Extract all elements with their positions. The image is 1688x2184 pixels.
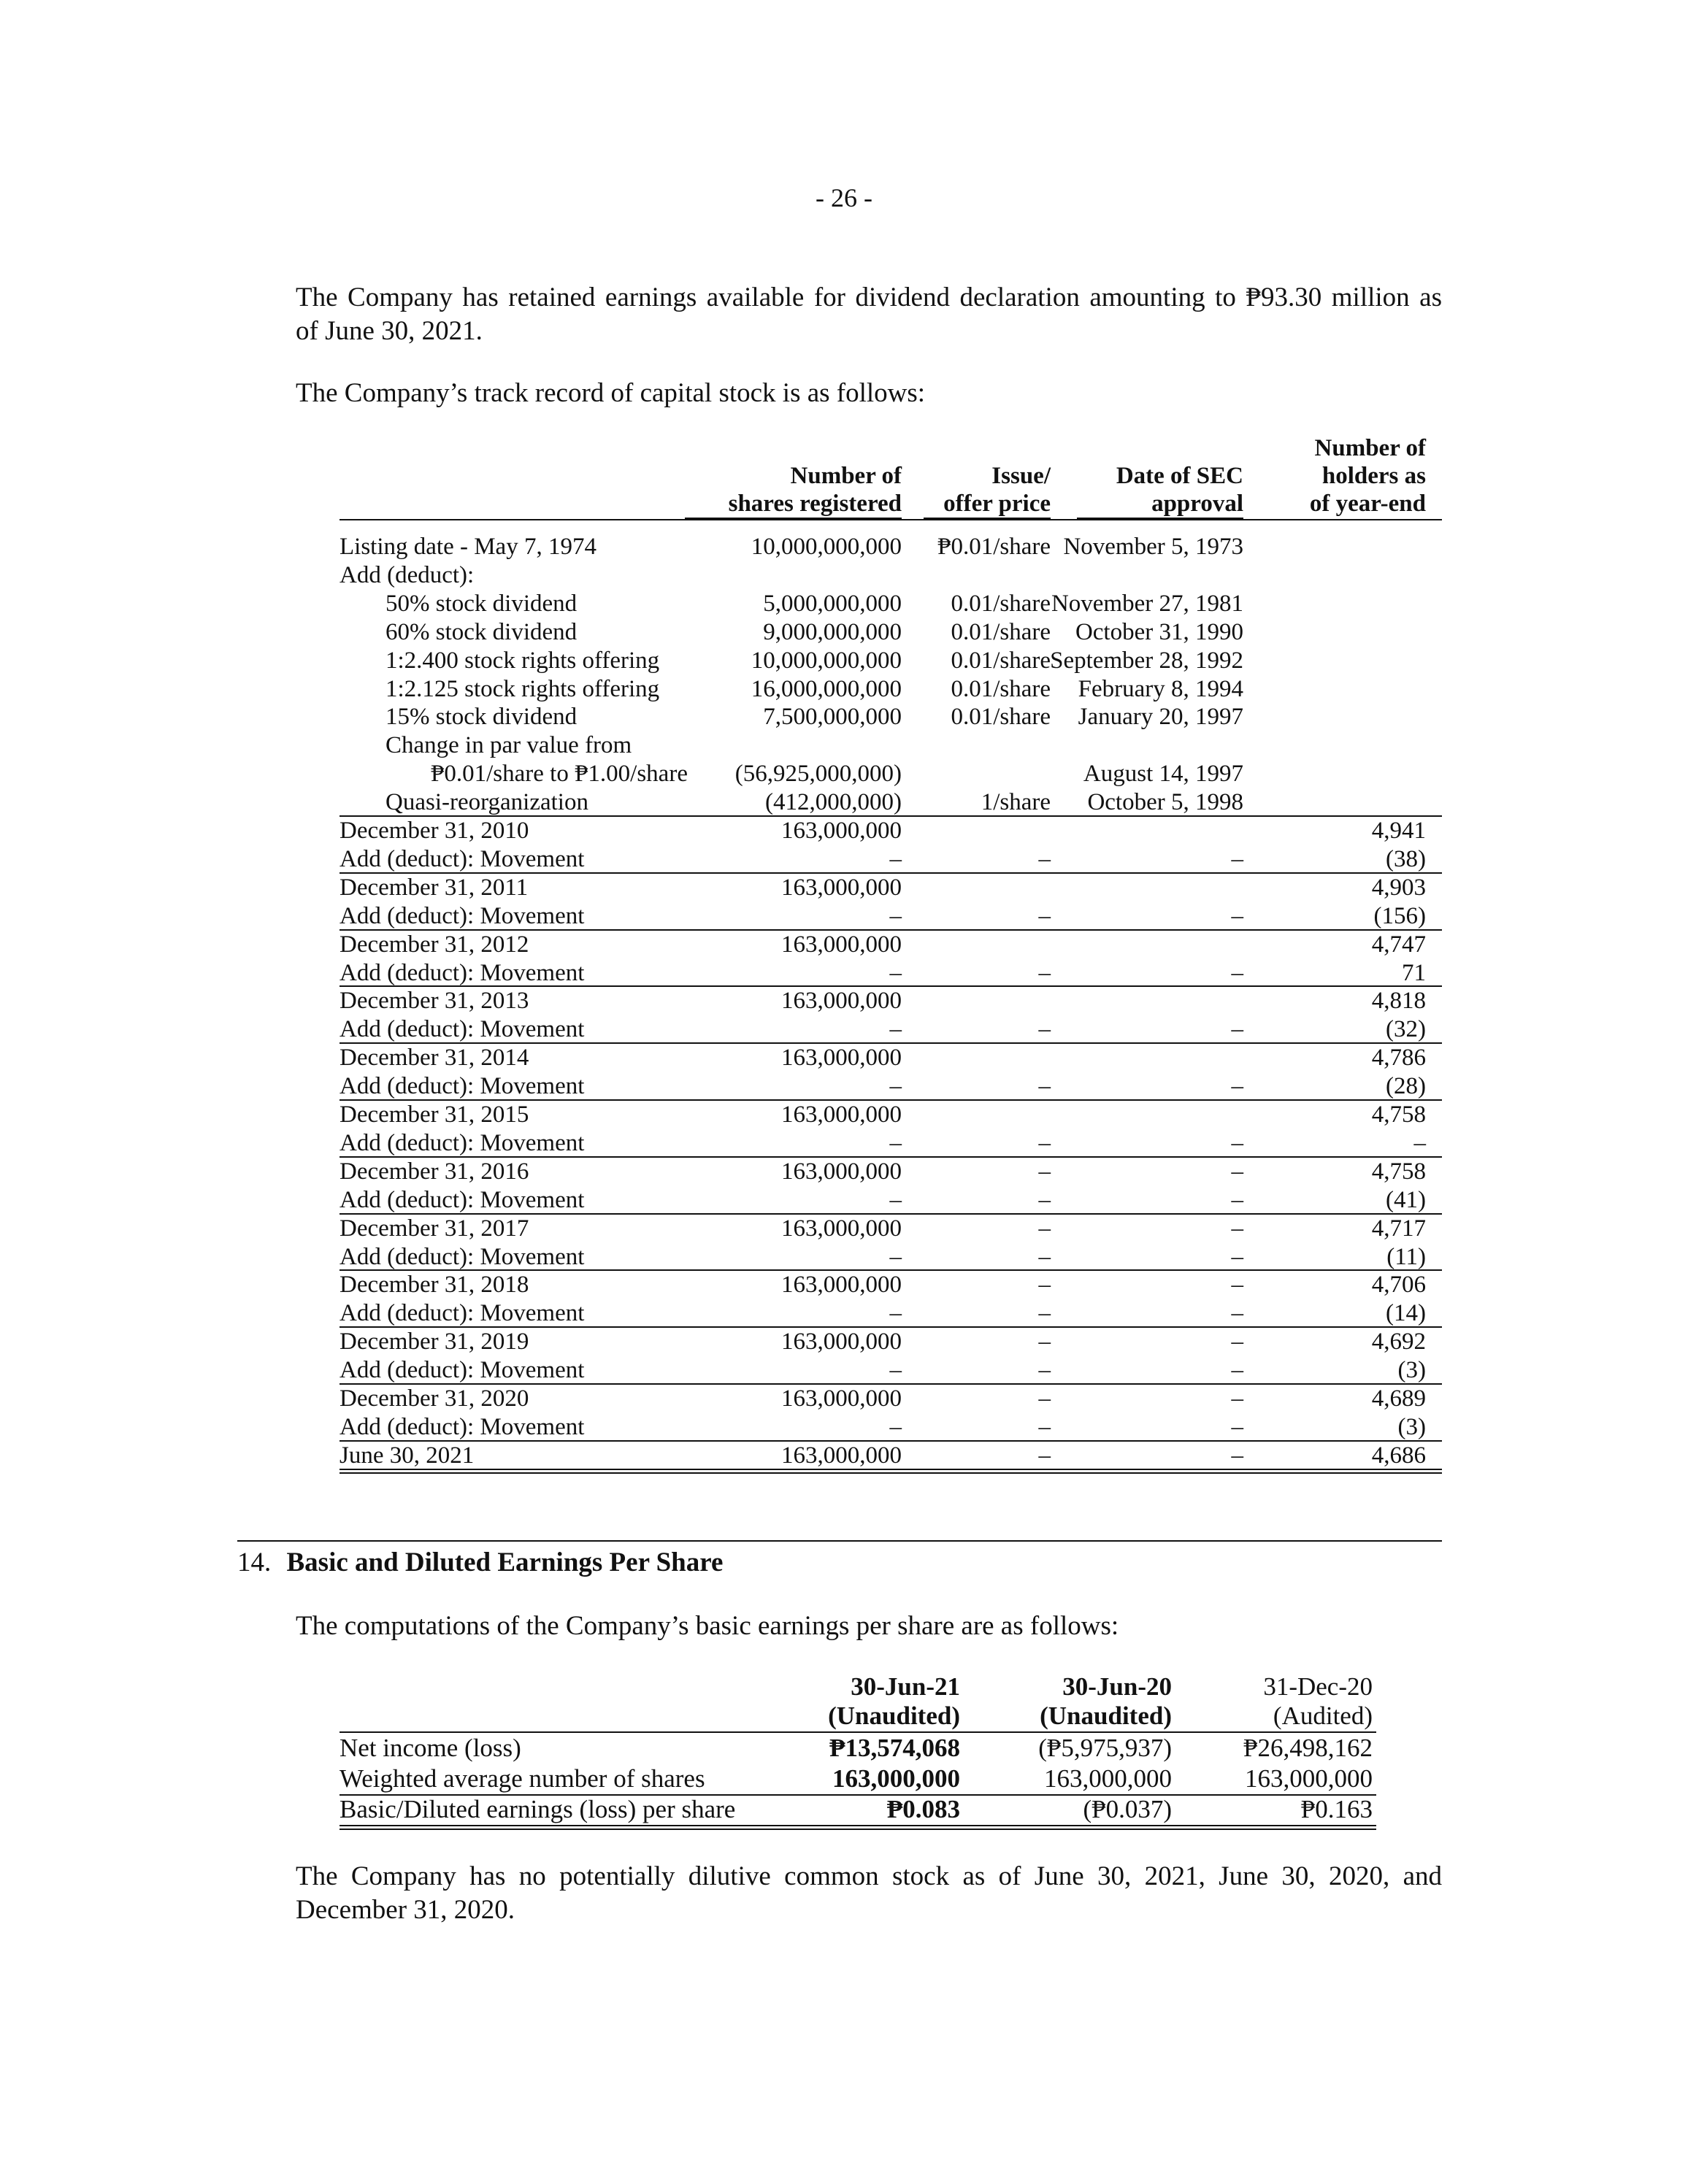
eps-header-3-line2: (Audited): [1273, 1702, 1373, 1730]
row-label: December 31, 2017: [339, 1215, 529, 1242]
table-row: [339, 1129, 1442, 1157]
row-label: December 31, 2013: [339, 988, 529, 1015]
row-label: December 31, 2016: [339, 1158, 529, 1185]
cell-holders: (156): [1373, 902, 1426, 929]
header-price: [924, 462, 1051, 518]
capital-stock-intro: The Company’s track record of capital stock is as follows:: [296, 378, 926, 408]
row-label: December 31, 2010: [339, 818, 529, 844]
eps-row: [339, 1764, 1376, 1794]
cell-price: 0.01/share: [951, 590, 1051, 617]
cell-sec: –: [1231, 1385, 1243, 1412]
cell-shares: 10,000,000,000: [751, 534, 902, 560]
cell-price: –: [1038, 1413, 1051, 1440]
eps-row-label: Weighted average number of shares: [339, 1764, 705, 1793]
cell-price: –: [1038, 1300, 1051, 1327]
eps-row: [339, 1733, 1376, 1764]
table-row: [339, 675, 1442, 703]
cell-holders: 4,758: [1371, 1101, 1426, 1128]
table-row: [339, 561, 1442, 589]
cell-price: –: [1038, 845, 1051, 872]
cell-price: –: [1038, 1243, 1051, 1270]
cell-sec: –: [1231, 902, 1243, 929]
cell-shares: 163,000,000: [781, 1158, 902, 1185]
cell-holders: (38): [1386, 845, 1426, 872]
cell-shares: 163,000,000: [781, 1045, 902, 1072]
table-row: [339, 533, 1442, 561]
cell-shares: 163,000,000: [781, 1272, 902, 1299]
table-row: [339, 1101, 1442, 1128]
cell-sec: January 20, 1997: [1078, 704, 1243, 731]
section-title: Basic and Diluted Earnings Per Share: [286, 1547, 724, 1577]
cell-price: 0.01/share: [951, 704, 1051, 731]
cell-sec: –: [1231, 1158, 1243, 1185]
cell-shares: –: [889, 959, 902, 986]
cell-holders: 4,786: [1371, 1045, 1426, 1072]
cell-shares: 163,000,000: [781, 988, 902, 1015]
cell-sec: –: [1231, 1215, 1243, 1242]
cell-shares: 16,000,000,000: [751, 675, 902, 702]
cell-shares: 7,500,000,000: [763, 704, 902, 731]
cell-shares: 163,000,000: [781, 874, 902, 901]
cell-holders: (28): [1386, 1073, 1426, 1100]
row-label: ₱0.01/share to ₱1.00/share: [431, 761, 688, 788]
row-label: December 31, 2020: [339, 1385, 529, 1412]
cell-price: –: [1038, 1272, 1051, 1299]
eps-cell-v3: 163,000,000: [1245, 1764, 1373, 1793]
cell-holders: (14): [1386, 1300, 1426, 1327]
cell-sec: –: [1231, 845, 1243, 872]
cell-sec: –: [1231, 1329, 1243, 1356]
cell-price: –: [1038, 1329, 1051, 1356]
eps-header-2-line2: (Unaudited): [1040, 1702, 1172, 1730]
retained-earnings-line-2: of June 30, 2021.: [296, 316, 483, 346]
cell-sec: –: [1231, 1186, 1243, 1213]
row-label: December 31, 2018: [339, 1272, 529, 1299]
eps-cell-v2: (₱0.037): [1083, 1795, 1172, 1823]
cell-sec: September 28, 1992: [1050, 647, 1243, 674]
cell-sec: –: [1231, 1272, 1243, 1299]
cell-shares: –: [889, 1073, 902, 1100]
table-row: [339, 959, 1442, 987]
row-label: 50% stock dividend: [385, 590, 578, 617]
cell-holders: 4,686: [1371, 1442, 1426, 1469]
cell-sec: November 5, 1973: [1063, 534, 1243, 560]
cell-shares: 9,000,000,000: [763, 618, 902, 645]
cell-sec: –: [1231, 1413, 1243, 1440]
cell-sec: –: [1231, 1016, 1243, 1043]
cell-holders: 4,717: [1371, 1215, 1426, 1242]
table-row: [339, 647, 1442, 674]
table-row: [339, 1186, 1442, 1214]
eps-header-2-line1: 30-Jun-20: [1062, 1672, 1172, 1701]
retained-earnings-line-1: The Company has retained earnings available for dividend declaration amounting to ₱93.30 million as: [296, 282, 1442, 312]
cell-holders: –: [1413, 1129, 1426, 1156]
cell-price: –: [1038, 1073, 1051, 1100]
cell-shares: 163,000,000: [781, 1215, 902, 1242]
cell-sec: –: [1231, 1243, 1243, 1270]
row-label: Add (deduct): Movement: [339, 1243, 585, 1270]
cell-holders: 4,758: [1371, 1158, 1426, 1185]
eps-row: [339, 1794, 1376, 1825]
cell-shares: (56,925,000,000): [734, 761, 902, 788]
table-row: [339, 1215, 1442, 1242]
cell-price: –: [1038, 1385, 1051, 1412]
dilutive-note-line-2: December 31, 2020.: [296, 1895, 515, 1925]
cell-price: –: [1038, 1357, 1051, 1384]
cell-sec: –: [1231, 1442, 1243, 1469]
cell-sec: –: [1231, 1129, 1243, 1156]
cell-shares: 163,000,000: [781, 1442, 902, 1469]
cell-holders: (41): [1386, 1186, 1426, 1213]
table-row: [339, 874, 1442, 901]
section-heading: [237, 1546, 723, 1580]
table-row: [339, 1328, 1442, 1356]
row-label: December 31, 2012: [339, 931, 529, 958]
cell-price: –: [1038, 959, 1051, 986]
header-shares: [697, 462, 902, 518]
cell-shares: –: [889, 1413, 902, 1440]
row-label: 1:2.125 stock rights offering: [385, 675, 660, 702]
cell-holders: 4,706: [1371, 1272, 1426, 1299]
row-label: December 31, 2014: [339, 1045, 529, 1072]
eps-cell-v1: ₱0.083: [886, 1795, 960, 1823]
cell-shares: –: [889, 1243, 902, 1270]
cell-sec: February 8, 1994: [1078, 675, 1243, 702]
table-row: [339, 731, 1442, 759]
cell-sec: November 27, 1981: [1051, 590, 1243, 617]
row-label: December 31, 2019: [339, 1329, 529, 1356]
cell-sec: October 31, 1990: [1075, 618, 1243, 645]
header-sec: [1070, 462, 1243, 518]
table-row: [339, 1299, 1442, 1327]
cell-price: 0.01/share: [951, 618, 1051, 645]
header-holders-line-1: Number of: [1314, 435, 1426, 461]
cell-price: –: [1038, 1186, 1051, 1213]
header-shares-line-1: Number of: [790, 463, 902, 489]
section-number: 14.: [237, 1547, 272, 1577]
cell-holders: 4,941: [1371, 818, 1426, 844]
header-price-line-2: offer price: [943, 491, 1051, 517]
row-label: Add (deduct): Movement: [339, 1186, 585, 1213]
cell-price: –: [1038, 1129, 1051, 1156]
cell-shares: –: [889, 1129, 902, 1156]
eps-total-double-rule: [339, 1825, 1376, 1830]
header-holders-line-2: holders as: [1321, 463, 1426, 489]
eps-row-label: Basic/Diluted earnings (loss) per share: [339, 1795, 736, 1823]
cell-price: –: [1038, 1215, 1051, 1242]
cell-holders: 4,903: [1371, 874, 1426, 901]
header-holders: [1274, 434, 1426, 518]
table-row: [339, 1243, 1442, 1271]
cell-shares: 5,000,000,000: [763, 590, 902, 617]
header-holders-line-3: of year-end: [1309, 491, 1426, 517]
cell-price: 0.01/share: [951, 647, 1051, 674]
header-rule: [339, 519, 1442, 520]
table-row: [339, 1072, 1442, 1100]
row-label: Add (deduct): Movement: [339, 1300, 585, 1327]
eps-row-label: Net income (loss): [339, 1734, 521, 1762]
eps-header-1-line1: 30-Jun-21: [851, 1672, 960, 1701]
row-label: Add (deduct): Movement: [339, 1073, 585, 1100]
table-row: [339, 1413, 1442, 1441]
cell-sec: –: [1231, 1300, 1243, 1327]
eps-cell-v3: ₱26,498,162: [1243, 1734, 1373, 1762]
table-row: [339, 1158, 1442, 1185]
table-row: [339, 1271, 1442, 1299]
cell-holders: 71: [1402, 959, 1426, 986]
row-label: Add (deduct): Movement: [339, 1129, 585, 1156]
cell-shares: 163,000,000: [781, 931, 902, 958]
cell-shares: –: [889, 1186, 902, 1213]
cell-shares: 163,000,000: [781, 818, 902, 844]
cell-sec: –: [1231, 1357, 1243, 1384]
eps-cell-v1: 163,000,000: [832, 1764, 960, 1793]
table-row: [339, 590, 1442, 618]
table-row: [339, 703, 1442, 731]
cell-holders: 4,747: [1371, 931, 1426, 958]
page-number: - 26 -: [816, 183, 872, 212]
cell-shares: –: [889, 1300, 902, 1327]
section-divider: [237, 1540, 1442, 1542]
table-row: [339, 845, 1442, 873]
row-label: 1:2.400 stock rights offering: [385, 647, 660, 674]
cell-price: ₱0.01/share: [937, 534, 1051, 560]
table-row: [339, 618, 1442, 646]
row-label: Add (deduct): Movement: [339, 902, 585, 929]
table-row: [339, 1015, 1442, 1043]
cell-price: 1/share: [981, 789, 1051, 816]
eps-header-3-line1: 31-Dec-20: [1263, 1672, 1373, 1701]
row-label: Add (deduct): Movement: [339, 1413, 585, 1440]
table-row: [339, 987, 1442, 1015]
cell-price: –: [1038, 1016, 1051, 1043]
row-label: Add (deduct):: [339, 561, 475, 588]
row-label: Add (deduct): Movement: [339, 959, 585, 986]
cell-shares: 163,000,000: [781, 1385, 902, 1412]
row-label: Change in par value from: [385, 732, 632, 759]
eps-cell-v1: ₱13,574,068: [829, 1734, 960, 1762]
row-label: Listing date - May 7, 1974: [339, 534, 596, 560]
cell-price: –: [1038, 902, 1051, 929]
row-label: Add (deduct): Movement: [339, 1016, 585, 1043]
cell-holders: 4,692: [1371, 1329, 1426, 1356]
table-row: [339, 760, 1442, 788]
row-label: 60% stock dividend: [385, 618, 578, 645]
table-row: [339, 1385, 1442, 1412]
row-label: 15% stock dividend: [385, 704, 578, 731]
cell-shares: –: [889, 902, 902, 929]
header-shares-line-2: shares registered: [728, 491, 902, 517]
cell-sec: August 14, 1997: [1083, 761, 1243, 788]
cell-holders: (32): [1386, 1016, 1426, 1043]
cell-shares: 163,000,000: [781, 1101, 902, 1128]
header-sec-line-2: approval: [1151, 491, 1243, 517]
cell-price: –: [1038, 1442, 1051, 1469]
cell-sec: October 5, 1998: [1087, 789, 1243, 816]
cell-holders: (3): [1397, 1357, 1426, 1384]
cell-holders: 4,689: [1371, 1385, 1426, 1412]
cell-sec: –: [1231, 1073, 1243, 1100]
cell-sec: –: [1231, 959, 1243, 986]
table-row: [339, 788, 1442, 816]
cell-shares: –: [889, 1016, 902, 1043]
eps-intro: The computations of the Company’s basic earnings per share are as follows:: [296, 1611, 1119, 1641]
table-row: [339, 1356, 1442, 1384]
table-row: [339, 1442, 1442, 1469]
eps-header-1-line2: (Unaudited): [828, 1702, 960, 1730]
row-label: December 31, 2015: [339, 1101, 529, 1128]
cell-price: 0.01/share: [951, 675, 1051, 702]
cell-shares: –: [889, 845, 902, 872]
cell-shares: 163,000,000: [781, 1329, 902, 1356]
dilutive-note-line-1: The Company has no potentially dilutive common stock as of June 30, 2021, June 30, 2020, and: [296, 1861, 1442, 1891]
cell-shares: –: [889, 1357, 902, 1384]
cell-shares: 10,000,000,000: [751, 647, 902, 674]
eps-cell-v2: (₱5,975,937): [1038, 1734, 1172, 1762]
eps-cell-v2: 163,000,000: [1044, 1764, 1172, 1793]
header-sec-line-1: Date of SEC: [1116, 463, 1243, 489]
table-row: [339, 1044, 1442, 1072]
row-label: December 31, 2011: [339, 874, 529, 901]
cell-holders: 4,818: [1371, 988, 1426, 1015]
row-label: Add (deduct): Movement: [339, 1357, 585, 1384]
total-double-rule: [339, 1469, 1442, 1474]
cell-holders: (3): [1397, 1413, 1426, 1440]
row-label: Quasi-reorganization: [385, 789, 588, 816]
table-row: [339, 931, 1442, 958]
eps-cell-v3: ₱0.163: [1300, 1795, 1373, 1823]
cell-holders: (11): [1386, 1243, 1426, 1270]
cell-price: –: [1038, 1158, 1051, 1185]
row-label: Add (deduct): Movement: [339, 845, 585, 872]
cell-shares: (412,000,000): [765, 789, 902, 816]
table-row: [339, 817, 1442, 845]
header-price-line-1: Issue/: [991, 463, 1051, 489]
table-row: [339, 902, 1442, 930]
row-label: June 30, 2021: [339, 1442, 475, 1469]
